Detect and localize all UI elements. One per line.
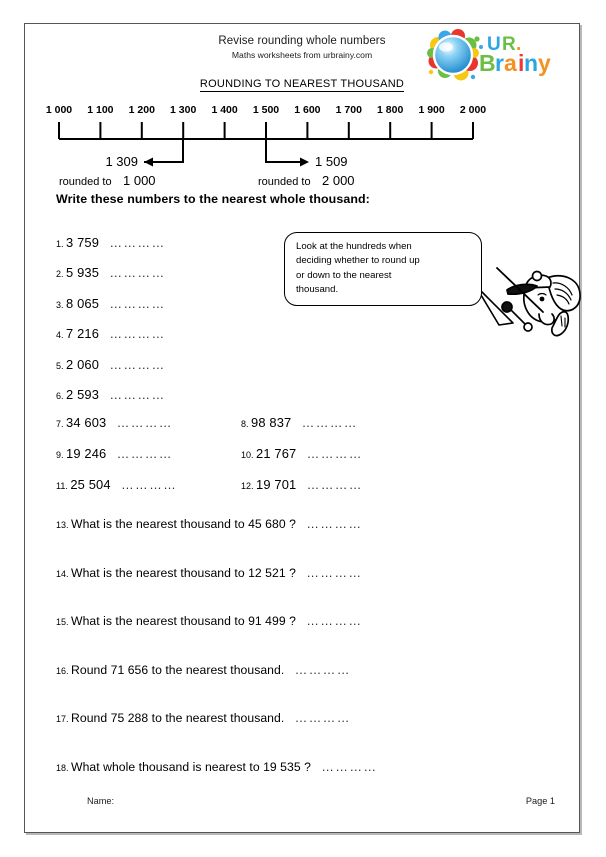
worksheet-page [24, 23, 580, 833]
logo-graphic [425, 27, 557, 83]
question-item [56, 447, 173, 462]
question-value: 7 216 [66, 326, 100, 342]
number-line-tick-label: 1 000 [45, 104, 73, 116]
question-text: Round 71 656 to the nearest thousand. [71, 662, 285, 677]
question-item [241, 416, 358, 431]
question-item [56, 566, 363, 581]
number-line-diagram [25, 100, 579, 196]
number-line-tick-label: 1 200 [128, 104, 155, 116]
page-number-label: Page 1 [525, 796, 555, 806]
question-value: 98 837 [251, 415, 292, 430]
question-number: 2. [56, 269, 67, 280]
answer-blank[interactable]: ………… [301, 416, 358, 430]
question-value: 25 504 [70, 477, 111, 493]
question-item [56, 388, 166, 403]
callout-left-arrow [144, 139, 183, 162]
question-text: What is the nearest thousand to 45 680 ? [71, 517, 296, 531]
hint-line-4: thousand. [296, 283, 339, 295]
question-number: 9. [56, 450, 67, 461]
svg-text:a: a [504, 50, 517, 76]
question-number: 7. [56, 419, 67, 429]
callout-right-arrow [266, 139, 301, 162]
question-number: 15. [56, 617, 72, 628]
number-line-tick-label: 1 900 [418, 104, 445, 116]
question-item [56, 327, 166, 342]
question-number: 4. [56, 330, 67, 341]
number-line-tick-label: 1 400 [211, 104, 238, 116]
question-item [56, 760, 378, 775]
answer-blank[interactable]: ………… [306, 614, 363, 629]
answer-blank[interactable]: ………… [109, 357, 166, 372]
callout-left-rounded-label: rounded to [59, 176, 112, 188]
question-item [56, 297, 166, 312]
question-item [56, 614, 363, 629]
hint-speech-bubble [284, 232, 482, 306]
page-header [25, 24, 579, 96]
logo-sphere [434, 36, 472, 74]
question-value: 8 065 [66, 295, 100, 311]
question-value: 5 935 [66, 265, 100, 281]
svg-text:.: . [516, 34, 522, 55]
question-item [56, 358, 166, 373]
question-number: 1. [56, 239, 67, 249]
svg-text:B: B [479, 50, 496, 76]
section-heading-label: ROUNDING TO NEAREST THOUSAND [199, 78, 405, 90]
number-line-tick-label: 1 100 [87, 104, 114, 116]
question-text: Round 75 288 to the nearest thousand. [71, 711, 285, 726]
svg-text:y: y [538, 50, 551, 76]
callout-right-rounded-value: 2 000 [322, 173, 355, 188]
number-line-tick-labels [46, 104, 486, 116]
question-item [56, 711, 351, 726]
number-line-tick-label: 1 800 [377, 104, 404, 116]
svg-text:U: U [487, 34, 501, 55]
answer-blank[interactable]: ………… [294, 662, 351, 677]
hint-line-3: or down to the nearest [296, 269, 392, 281]
callout-right-value: 1 509 [315, 154, 348, 169]
question-number: 3. [56, 299, 67, 310]
answer-blank[interactable]: ………… [109, 266, 166, 281]
question-item [56, 663, 351, 678]
question-item [56, 416, 173, 431]
question-number: 10. [241, 450, 257, 461]
callout-left-rounded-value: 1 000 [123, 173, 156, 188]
callout-right-rounded-label: rounded to [258, 176, 311, 188]
answer-blank[interactable]: ………… [121, 478, 178, 493]
svg-text:r: r [495, 50, 504, 76]
question-item [56, 517, 363, 532]
number-line-tick-label: 1 600 [294, 104, 321, 116]
callout-left-value: 1 309 [105, 154, 138, 169]
question-value: 21 767 [256, 446, 297, 462]
number-line-tick-label: 2 000 [459, 104, 487, 116]
question-item [56, 236, 166, 251]
question-number: 12. [241, 481, 257, 492]
callout-right-arrowhead [300, 158, 309, 167]
page-subtitle: Maths worksheets from urbrainy.com [231, 50, 373, 60]
question-number: 6. [56, 391, 67, 401]
question-text: What whole thousand is nearest to 19 535 ? [71, 760, 311, 774]
question-value: 2 593 [66, 387, 100, 402]
question-item [241, 478, 363, 493]
answer-blank[interactable]: ………… [116, 416, 173, 430]
number-line-tick-label: 1 500 [252, 104, 280, 116]
answer-blank[interactable]: ………… [321, 760, 378, 774]
hint-line-1: Look at the hundreds when [296, 241, 412, 252]
number-line-ticks [59, 122, 473, 139]
answer-blank[interactable]: ………… [306, 447, 363, 462]
question-value: 2 060 [66, 356, 100, 372]
answer-blank[interactable]: ………… [109, 296, 166, 311]
question-item [56, 266, 166, 281]
question-value: 19 246 [66, 446, 107, 462]
question-number: 8. [241, 419, 252, 429]
answer-blank[interactable]: ………… [109, 327, 166, 342]
question-number: 14. [56, 568, 72, 579]
answer-blank[interactable]: ………… [306, 478, 363, 493]
callout-left-arrowhead [144, 158, 153, 167]
question-value: 3 759 [66, 235, 100, 250]
number-line-tick-label: 1 700 [335, 104, 362, 116]
question-number: 16. [56, 665, 72, 676]
svg-text:n: n [524, 50, 539, 76]
question-value: 19 701 [256, 477, 297, 493]
answer-blank[interactable]: ………… [306, 565, 363, 580]
question-number: 18. [56, 763, 72, 773]
question-item [56, 478, 177, 493]
number-line-svg [25, 100, 581, 196]
hint-line-2: deciding whether to round up [296, 255, 420, 267]
question-number: 5. [56, 360, 67, 371]
logo-text-brainy [479, 50, 551, 76]
number-line-tick-label: 1 300 [170, 104, 197, 116]
name-field-label[interactable]: Name: [87, 796, 115, 806]
instruction-text: Write these numbers to the nearest whole thousand: [56, 192, 370, 206]
answer-blank[interactable]: ………… [109, 388, 166, 402]
question-number: 13. [56, 520, 72, 530]
question-item [241, 447, 363, 462]
question-text: What is the nearest thousand to 12 521 ? [71, 565, 296, 580]
page-title: Revise rounding whole numbers [218, 35, 386, 47]
question-number: 17. [56, 714, 72, 725]
urbrainy-logo [425, 27, 557, 83]
answer-blank[interactable]: ………… [109, 236, 166, 250]
question-number: 11. [56, 481, 71, 492]
answer-blank[interactable]: ………… [294, 711, 351, 726]
question-text: What is the nearest thousand to 91 499 ? [71, 614, 296, 629]
mouse-character-icon [495, 264, 587, 346]
answer-blank[interactable]: ………… [116, 447, 173, 462]
svg-text:R: R [502, 34, 516, 55]
question-value: 34 603 [66, 415, 107, 430]
answer-blank[interactable]: ………… [306, 517, 363, 531]
svg-text:i: i [518, 50, 525, 76]
